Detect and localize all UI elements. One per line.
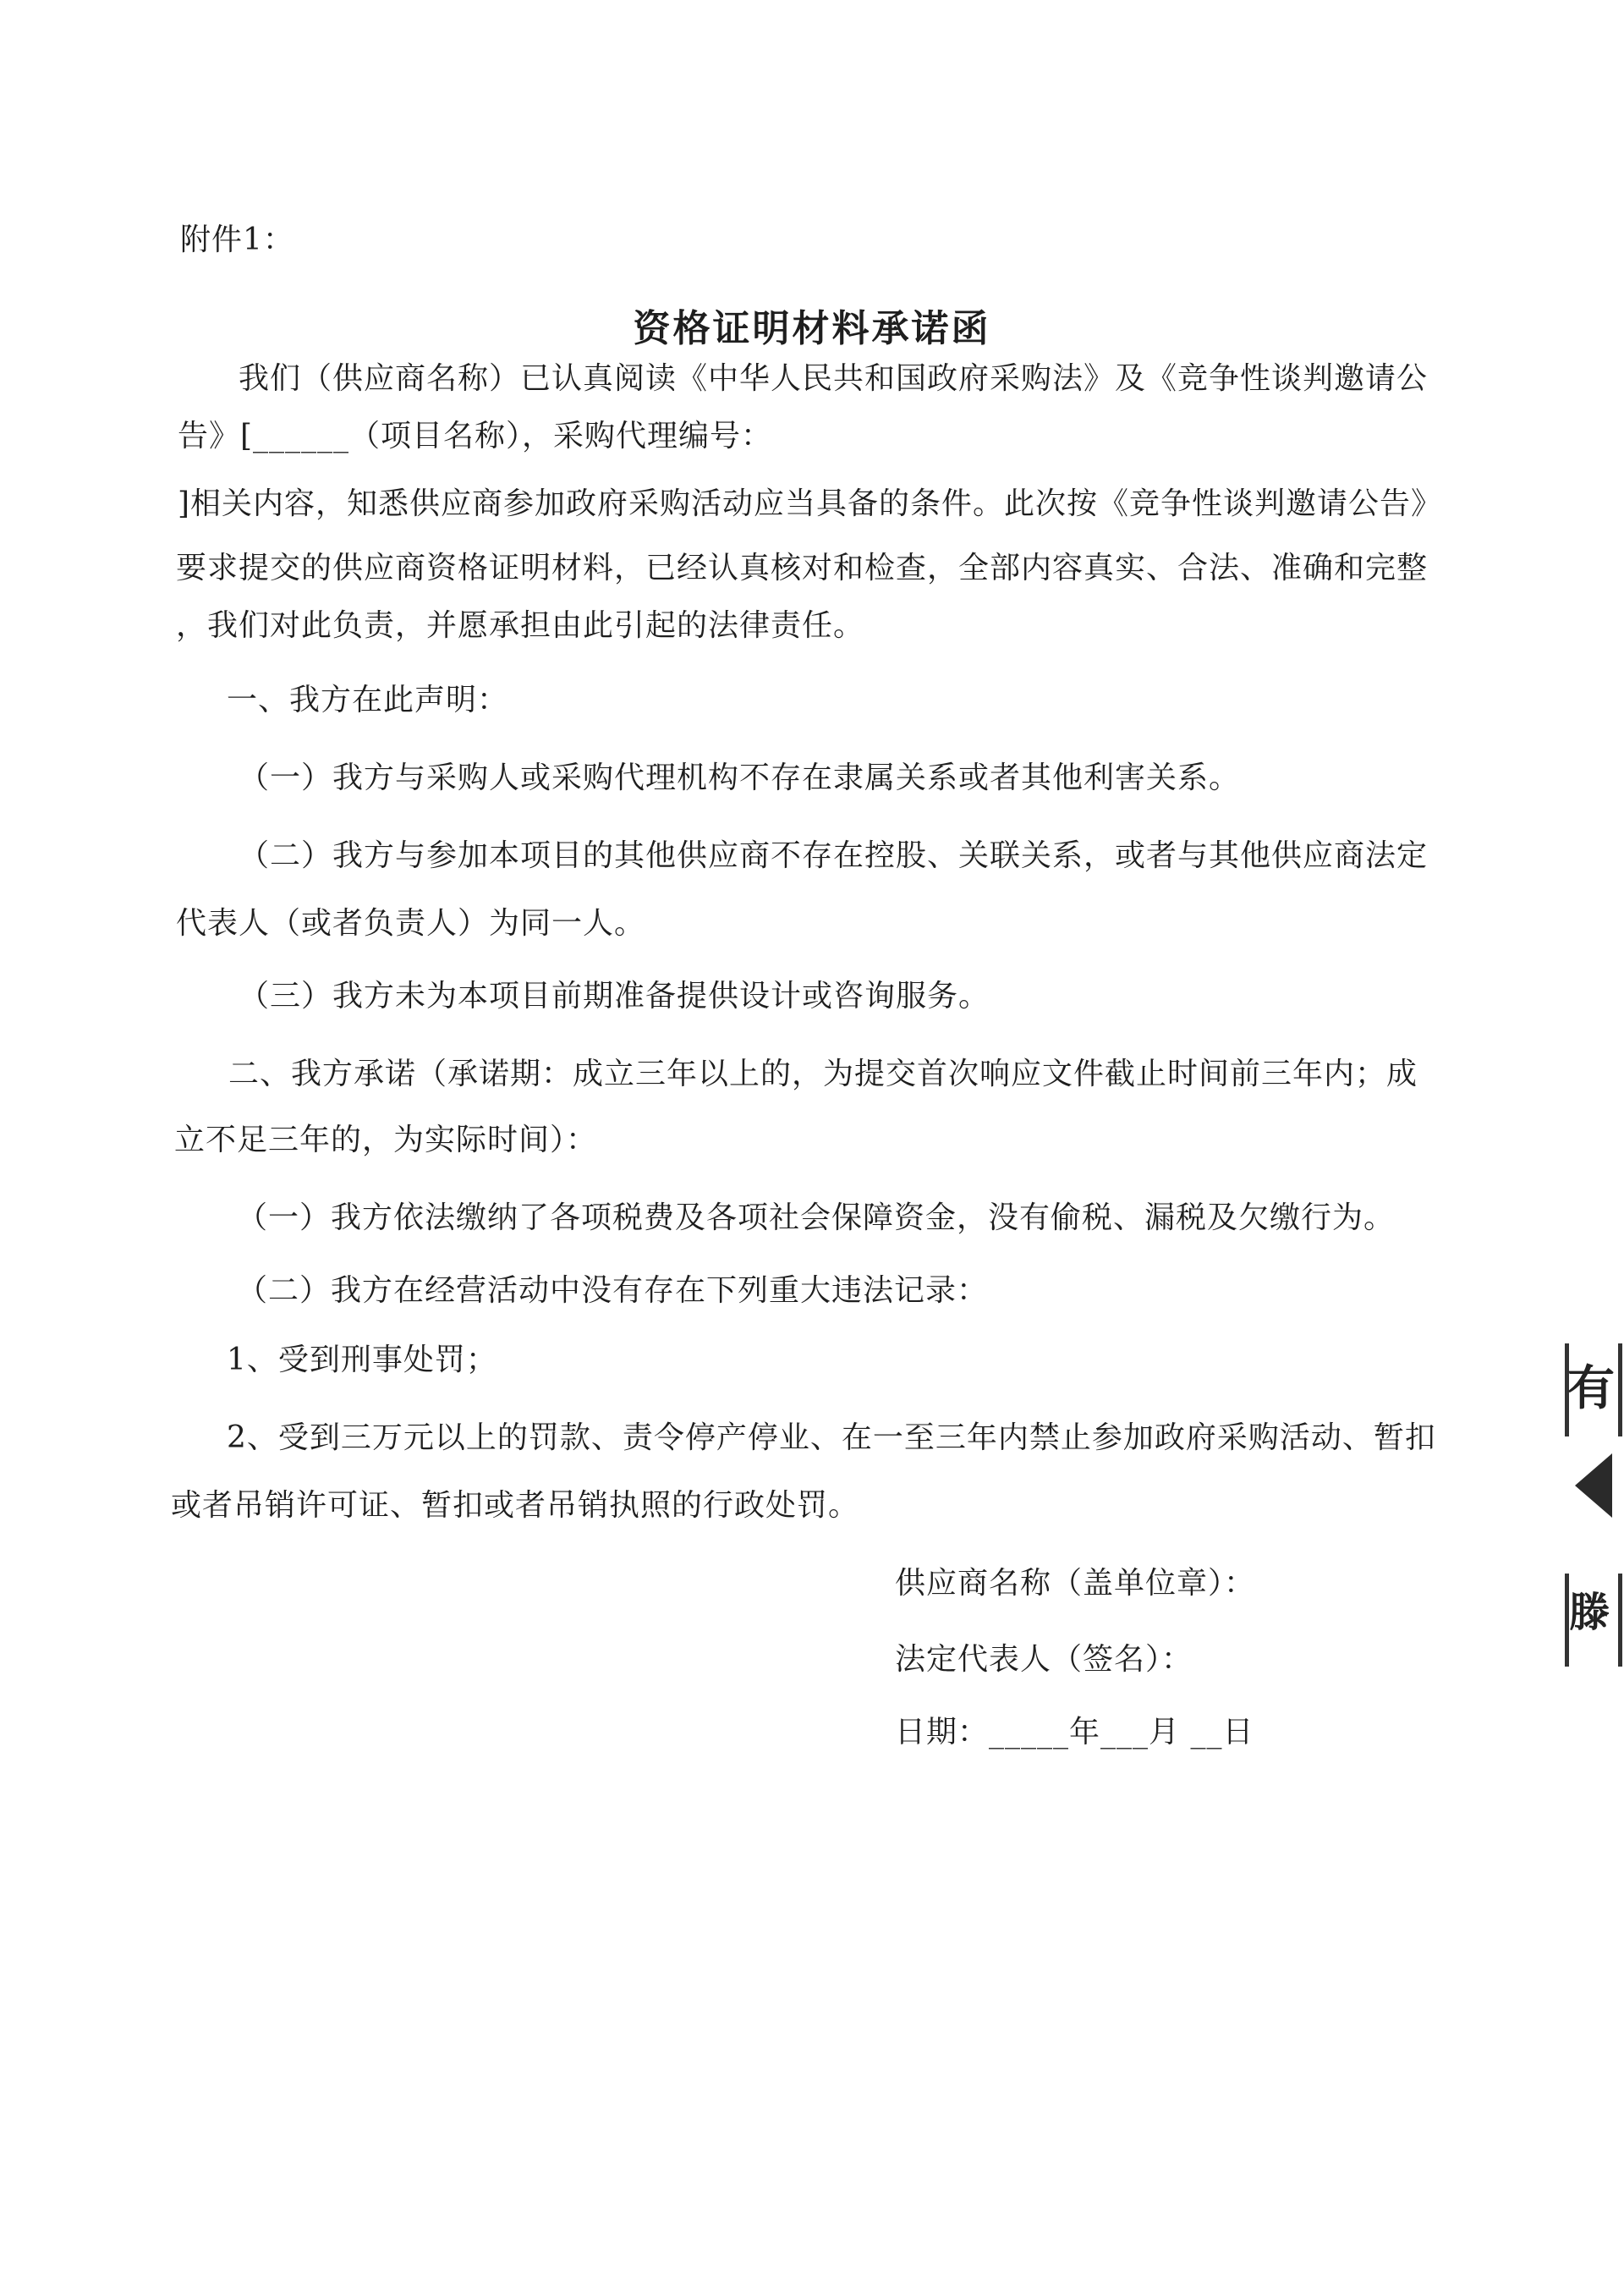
attachment-label: 附件1： <box>180 222 294 257</box>
list-item: （一）我方与采购人或采购代理机构不存在隶属关系或者其他利害关系。 <box>239 761 1241 795</box>
legal-representative-field: 法定代表人（签名）： <box>895 1642 1193 1677</box>
edge-mark-char: 滕 <box>1568 1589 1610 1636</box>
list-item: 或者吊销许可证、暂扣或者吊销执照的行政处罚。 <box>171 1488 860 1523</box>
list-item: 1、受到刑事处罚； <box>227 1343 497 1377</box>
section1-heading: 一、我方在此声明： <box>227 683 509 717</box>
list-item: 代表人（或者负责人）为同一人。 <box>176 906 646 941</box>
date-field: 日期：_____年___月 __日 <box>895 1715 1254 1749</box>
paragraph-line: 告》[______（项目名称），采购代理编号： <box>178 419 773 453</box>
section2-heading-line: 立不足三年的，为实际时间）： <box>174 1123 598 1157</box>
paragraph-line: ]相关内容，知悉供应商参加政府采购活动应当具备的条件。此次按《竞争性谈判邀请公告》 <box>178 486 1443 521</box>
supplier-name-field: 供应商名称（盖单位章）： <box>895 1566 1256 1601</box>
section2-heading-line: 二、我方承诺（承诺期：成立三年以上的，为提交首次响应文件截止时间前三年内；成 <box>228 1057 1418 1091</box>
paragraph-line: 要求提交的供应商资格证明材料，已经认真核对和检查，全部内容真实、合法、准确和完整 <box>176 551 1429 585</box>
list-item: （二）我方与参加本项目的其他供应商不存在控股、关联关系，或者与其他供应商法定 <box>239 838 1429 873</box>
paragraph-line: ，我们对此负责，并愿承担由此引起的法律责任。 <box>176 608 865 643</box>
edge-mark-char: 有 <box>1567 1361 1615 1416</box>
list-item: 2、受到三万元以上的罚款、责令停产停业、在一至三年内禁止参加政府采购活动、暂扣 <box>227 1420 1436 1455</box>
edge-triangle <box>1575 1453 1612 1518</box>
list-item: （一）我方依法缴纳了各项税费及各项社会保障资金，没有偷税、漏税及欠缴行为。 <box>237 1200 1396 1235</box>
list-item: （三）我方未为本项目前期准备提供设计或咨询服务。 <box>239 979 990 1013</box>
document-title: 资格证明材料承诺函 <box>633 307 991 350</box>
paragraph-line: 我们（供应商名称）已认真阅读《中华人民共和国政府采购法》及《竞争性谈判邀请公 <box>239 361 1429 396</box>
list-item: （二）我方在经营活动中没有存在下列重大违法记录： <box>237 1273 989 1308</box>
